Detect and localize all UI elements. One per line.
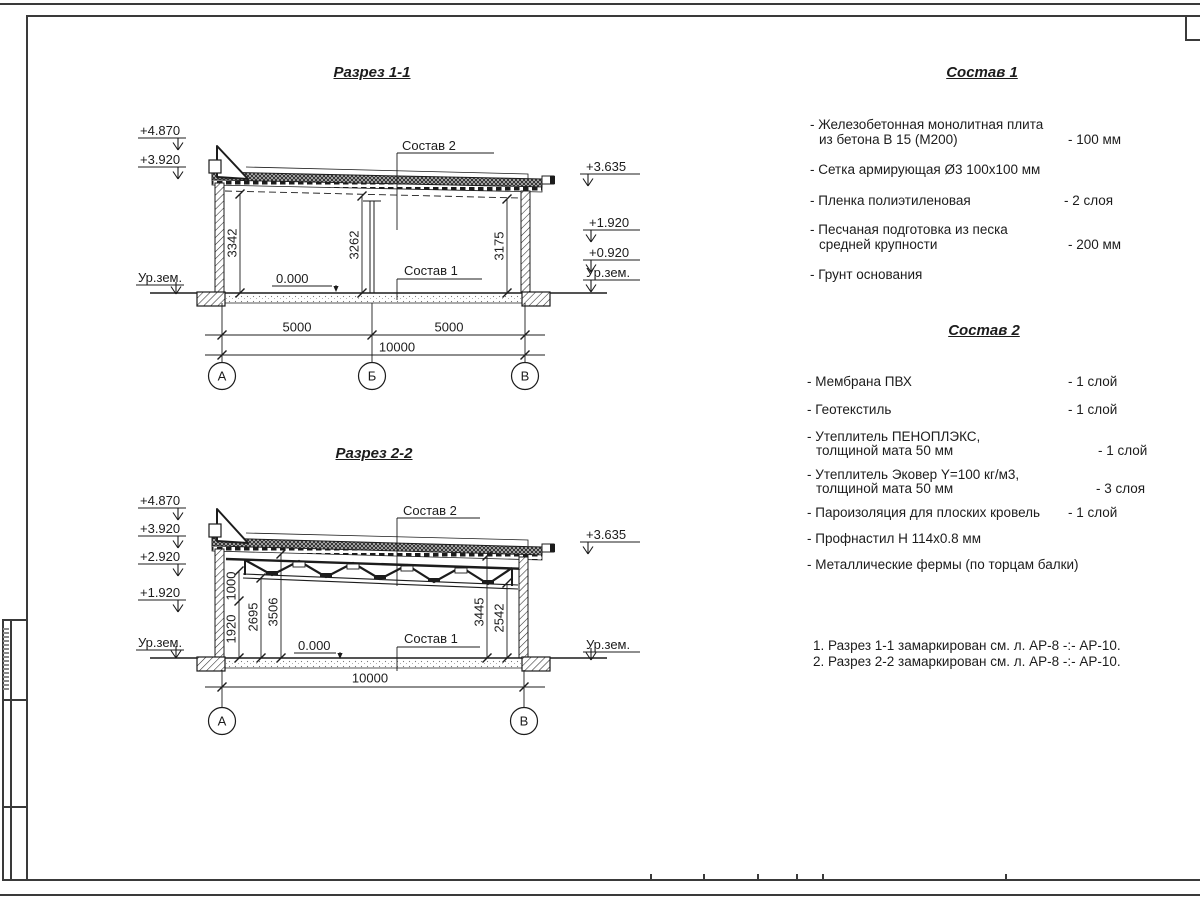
sec2-dim-3445: 3445 — [471, 597, 487, 627]
sostav2-item2-line1: - Геотекстиль — [807, 402, 892, 417]
sostav2-item4-line2: толщиной мата 50 мм — [816, 481, 954, 496]
sostav1-item5-line1: - Грунт основания — [810, 267, 923, 282]
sostav2-item6-line1: - Профнастил Н 114х0.8 мм — [807, 531, 981, 546]
sostav1-item1-line2: из бетона В 15 (М200) — [819, 132, 958, 147]
sec2-ground-left: Ур.зем. — [138, 635, 183, 650]
sec2-dim-1920: 1920 — [223, 614, 239, 644]
sostav1-item3-line1: - Пленка полиэтиленовая — [810, 193, 971, 208]
sostav2-item4-line1: - Утеплитель Эковер Y=100 кг/м3, — [807, 467, 1020, 482]
sec1-elev-4870: +4.870 — [140, 123, 181, 138]
sec1-dim-10000: 10000 — [378, 339, 416, 355]
sostav2-item7-line1: - Металлические фермы (по торцам балки) — [807, 557, 1079, 572]
sec1-axis-v: В — [520, 368, 530, 384]
sec1-walls — [215, 183, 530, 293]
sec2-dim-1000: 1000 — [223, 571, 239, 601]
sec2-elev-4870: +4.870 — [140, 493, 181, 508]
sec1-dim-3262: 3262 — [346, 230, 362, 260]
sec1-elev-1920: +1.920 — [589, 215, 630, 230]
sec1-axis-b: Б — [367, 368, 377, 384]
sec2-roof — [212, 533, 555, 560]
sostav1-item3-value: - 2 слоя — [1064, 193, 1114, 208]
sostav2-item1-value: - 1 слой — [1068, 374, 1118, 389]
sec2-elev-1920: +1.920 — [140, 585, 181, 600]
sec2-zero-level: 0.000 — [298, 638, 331, 653]
sec1-elev-3635: +3.635 — [586, 159, 627, 174]
sec1-ground-left: Ур.зем. — [138, 270, 183, 285]
sec1-roof — [212, 167, 555, 198]
sec1-elev-3920: +3.920 — [140, 152, 181, 167]
sec2-ground-right: Ур.зем. — [586, 637, 631, 652]
sec2-axis-a: А — [217, 713, 227, 729]
sostav1-item4-line2: средней крупности — [819, 237, 938, 252]
sec1-dim-5000-left: 5000 — [282, 319, 312, 335]
sec1-dim-3175: 3175 — [491, 231, 507, 261]
sostav1-item1-line1: - Железобетонная монолитная плита — [810, 117, 1044, 132]
sec1-axis-a: А — [217, 368, 227, 384]
sostav2-item3-line1: - Утеплитель ПЕНОПЛЭКС, — [807, 429, 981, 444]
sostav2-item2-value: - 1 слой — [1068, 402, 1118, 417]
sostav2-item4-value: - 3 слоя — [1096, 481, 1146, 496]
sec2-truss — [226, 559, 528, 589]
note-1: 1. Разрез 1-1 замаркирован см. л. АР-8 -:- АР-10. — [813, 638, 1121, 653]
sec1-sostav2-label: Состав 2 — [402, 138, 456, 153]
sec2-dim-2695: 2695 — [245, 602, 261, 632]
section-1-1-title: Разрез 1-1 — [333, 64, 411, 81]
sec1-dim-5000-right: 5000 — [434, 319, 464, 335]
sec1-elev-0920: +0.920 — [589, 245, 630, 260]
sec1-zero-level: 0.000 — [276, 271, 309, 286]
sostav2-item3-line2: толщиной мата 50 мм — [816, 443, 954, 458]
note-2: 2. Разрез 2-2 замаркирован см. л. АР-8 -:- АР-10. — [813, 654, 1121, 669]
sostav2-item1-line1: - Мембрана ПВХ — [807, 374, 912, 389]
sostav2-item5-value: - 1 слой — [1068, 505, 1118, 520]
section-2-2-linework — [136, 508, 640, 735]
sec2-axis-v: В — [519, 713, 529, 729]
sec1-dim-3342: 3342 — [224, 228, 240, 258]
sec2-sostav1-label: Состав 1 — [404, 631, 458, 646]
sec2-sostav2-label: Состав 2 — [403, 503, 457, 518]
sostav1-item4-line1: - Песчаная подготовка из песка — [810, 222, 1008, 237]
sec2-floor — [150, 657, 607, 671]
sec2-dim-2542: 2542 — [491, 603, 507, 633]
sec2-elev-2920: +2.920 — [140, 549, 181, 564]
sostav1-item2-line1: - Сетка армирующая Ø3 100х100 мм — [810, 162, 1041, 177]
sostav2-item5-line1: - Пароизоляция для плоских кровель — [807, 505, 1041, 520]
sostav1-item4-value: - 200 мм — [1068, 237, 1122, 252]
sostav2-item3-value: - 1 слой — [1098, 443, 1148, 458]
sec1-ground-right: Ур.зем. — [586, 265, 631, 280]
sec1-floor — [150, 292, 607, 306]
sostav1-item1-value: - 100 мм — [1068, 132, 1122, 147]
sostav1-title: Состав 1 — [946, 64, 1018, 81]
sostav2-title: Состав 2 — [948, 322, 1020, 339]
sec1-sostav1-label: Состав 1 — [404, 263, 458, 278]
section-2-2-title: Разрез 2-2 — [335, 445, 413, 462]
sec2-dim-10000: 10000 — [351, 670, 389, 686]
sec2-elev-3920: +3.920 — [140, 521, 181, 536]
sec2-dim-3506: 3506 — [265, 597, 281, 627]
sec2-elev-3635: +3.635 — [586, 527, 627, 542]
